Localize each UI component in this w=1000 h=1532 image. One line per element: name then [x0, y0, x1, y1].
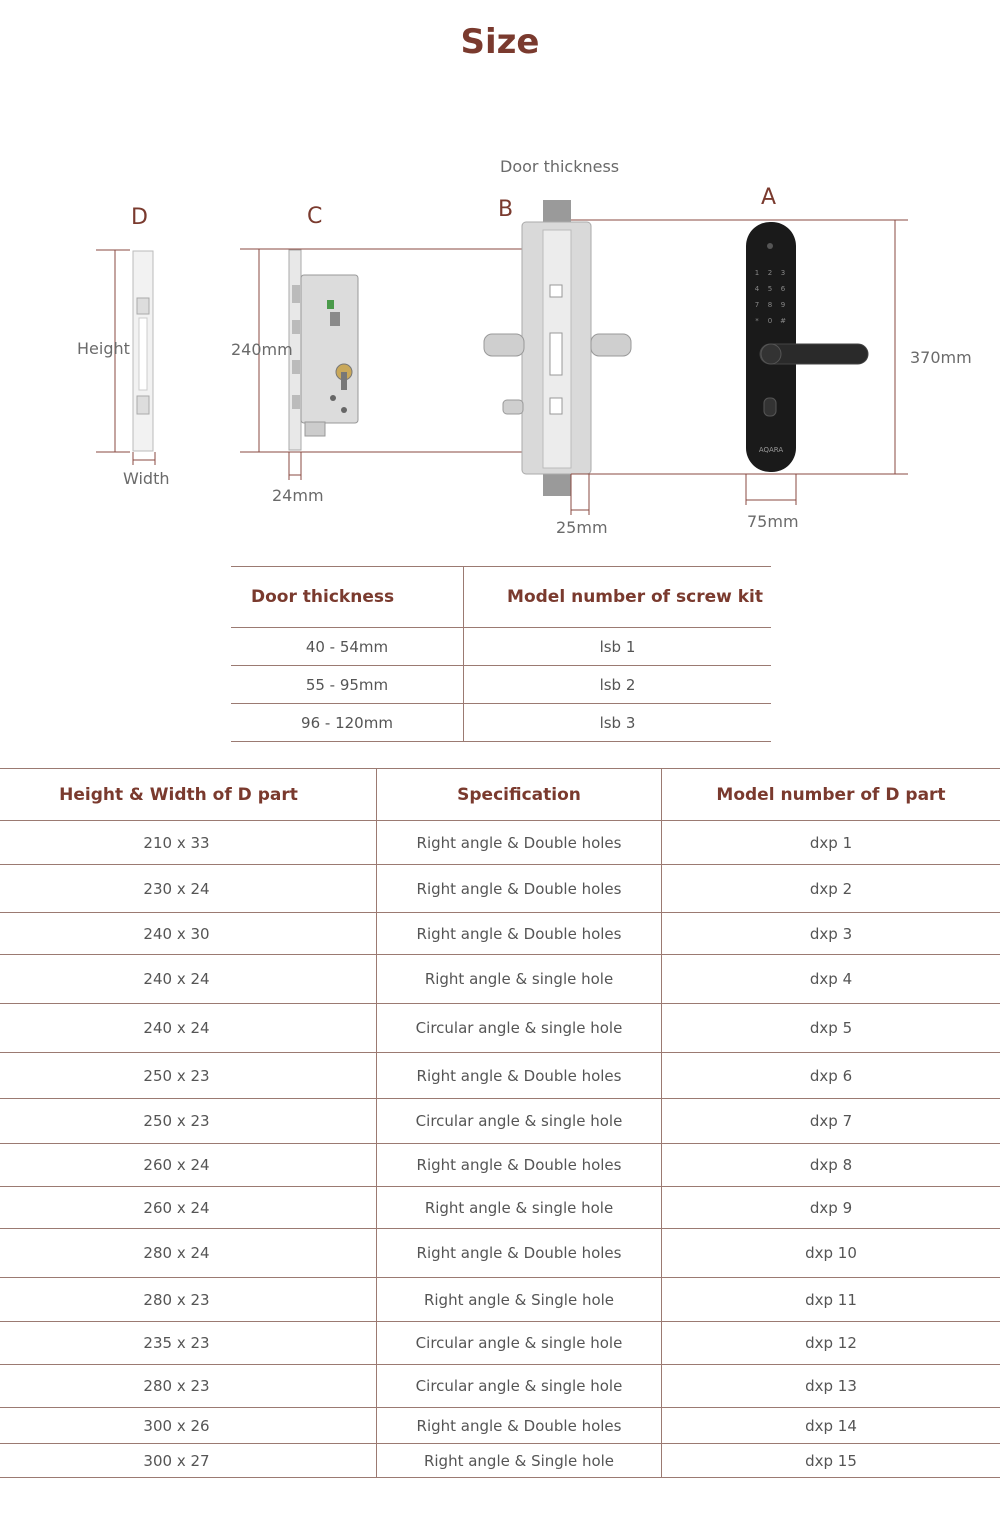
table-row	[0, 1004, 1000, 1053]
size-cell: 300 x 27	[0, 1444, 377, 1478]
part-c-label: C	[307, 204, 323, 229]
size-cell: 280 x 23	[0, 1278, 377, 1322]
svg-text:3: 3	[780, 269, 786, 277]
screw-kit-cell: lsb 3	[464, 704, 772, 742]
spec-cell: Right angle & single hole	[377, 955, 662, 1004]
table-row	[0, 1408, 1000, 1444]
header-height-width: Height & Width of D part	[0, 769, 377, 821]
size-cell: 250 x 23	[0, 1099, 377, 1144]
svg-text:5: 5	[767, 285, 773, 293]
screw-kit-cell: lsb 1	[464, 628, 772, 666]
spec-cell: Right angle & Single hole	[377, 1278, 662, 1322]
table-row	[0, 865, 1000, 913]
size-cell: 260 x 24	[0, 1187, 377, 1229]
model-cell: dxp 7	[662, 1099, 1000, 1144]
model-cell: dxp 10	[662, 1229, 1000, 1278]
svg-text:9: 9	[780, 301, 786, 309]
size-cell: 240 x 30	[0, 913, 377, 955]
svg-text:1: 1	[754, 269, 760, 277]
spec-cell: Right angle & Double holes	[377, 1408, 662, 1444]
table-header-row	[231, 567, 771, 628]
door-thickness-cell: 40 - 54mm	[231, 628, 464, 666]
svg-text:6: 6	[780, 285, 786, 293]
header-screw-kit-model: Model number of screw kit	[464, 567, 772, 628]
spec-cell: Right angle & Double holes	[377, 1229, 662, 1278]
screw-kit-table	[231, 566, 771, 742]
model-cell: dxp 1	[662, 821, 1000, 865]
size-cell: 280 x 24	[0, 1229, 377, 1278]
svg-text:2: 2	[767, 269, 773, 277]
size-cell: 240 x 24	[0, 1004, 377, 1053]
c-part-mortise	[240, 249, 555, 480]
spec-cell: Circular angle & single hole	[377, 1322, 662, 1365]
table-row	[0, 1229, 1000, 1278]
a-height-label: 370mm	[910, 348, 972, 367]
size-cell: 280 x 23	[0, 1365, 377, 1408]
table-row	[0, 821, 1000, 865]
svg-text:4: 4	[754, 285, 760, 293]
size-cell: 230 x 24	[0, 865, 377, 913]
screw-kit-cell: lsb 2	[464, 666, 772, 704]
spec-cell: Right angle & Single hole	[377, 1444, 662, 1478]
table-row	[0, 1053, 1000, 1099]
model-cell: dxp 11	[662, 1278, 1000, 1322]
spec-cell: Right angle & single hole	[377, 1187, 662, 1229]
model-cell: dxp 9	[662, 1187, 1000, 1229]
part-b-label: B	[498, 197, 514, 222]
model-cell: dxp 3	[662, 913, 1000, 955]
spec-cell: Right angle & Double holes	[377, 865, 662, 913]
model-cell: dxp 4	[662, 955, 1000, 1004]
table-row	[231, 704, 771, 742]
size-cell: 210 x 33	[0, 821, 377, 865]
c-height-label: 240mm	[231, 340, 293, 359]
model-cell: dxp 15	[662, 1444, 1000, 1478]
table-row	[0, 1187, 1000, 1229]
spec-cell: Circular angle & single hole	[377, 1004, 662, 1053]
header-d-part-model: Model number of D part	[662, 769, 1000, 821]
table-row	[0, 1144, 1000, 1187]
spec-cell: Circular angle & single hole	[377, 1099, 662, 1144]
part-d-label: D	[131, 205, 148, 230]
spec-cell: Right angle & Double holes	[377, 913, 662, 955]
page-title: Size	[460, 22, 540, 62]
model-cell: dxp 6	[662, 1053, 1000, 1099]
table-row	[0, 913, 1000, 955]
part-a-label: A	[761, 185, 777, 210]
spec-cell: Circular angle & single hole	[377, 1365, 662, 1408]
spec-cell: Right angle & Double holes	[377, 1053, 662, 1099]
svg-text:7: 7	[754, 301, 760, 309]
table-row	[0, 1365, 1000, 1408]
size-cell: 250 x 23	[0, 1053, 377, 1099]
svg-text:0: 0	[767, 317, 773, 325]
c-width-label: 24mm	[272, 486, 324, 505]
table-row	[231, 666, 771, 704]
table-header-row	[0, 769, 1000, 821]
size-cell: 260 x 24	[0, 1144, 377, 1187]
size-cell: 300 x 26	[0, 1408, 377, 1444]
table-row	[0, 1278, 1000, 1322]
size-cell: 240 x 24	[0, 955, 377, 1004]
height-label: Height	[77, 339, 130, 358]
model-cell: dxp 2	[662, 865, 1000, 913]
model-cell: dxp 13	[662, 1365, 1000, 1408]
size-cell: 235 x 23	[0, 1322, 377, 1365]
width-label: Width	[123, 469, 170, 488]
door-thickness-label: Door thickness	[500, 157, 620, 176]
header-specification: Specification	[377, 769, 662, 821]
table-row	[0, 1322, 1000, 1365]
svg-text:*: *	[755, 317, 759, 325]
svg-text:8: 8	[767, 301, 773, 309]
spec-cell: Right angle & Double holes	[377, 1144, 662, 1187]
table-row	[0, 1444, 1000, 1478]
a-width-label: 75mm	[747, 512, 799, 531]
brand-text: AQARA	[758, 446, 784, 454]
model-cell: dxp 5	[662, 1004, 1000, 1053]
table-row	[0, 1099, 1000, 1144]
door-thickness-cell: 96 - 120mm	[231, 704, 464, 742]
svg-text:#: #	[780, 317, 786, 325]
a-part-smart-lock	[746, 220, 895, 505]
header-door-thickness: Door thickness	[231, 567, 464, 628]
table-row	[0, 955, 1000, 1004]
table-row	[231, 628, 771, 666]
b-width-label: 25mm	[556, 518, 608, 537]
model-cell: dxp 8	[662, 1144, 1000, 1187]
model-cell: dxp 12	[662, 1322, 1000, 1365]
d-part-table	[0, 768, 1000, 1478]
spec-cell: Right angle & Double holes	[377, 821, 662, 865]
model-cell: dxp 14	[662, 1408, 1000, 1444]
door-thickness-cell: 55 - 95mm	[231, 666, 464, 704]
